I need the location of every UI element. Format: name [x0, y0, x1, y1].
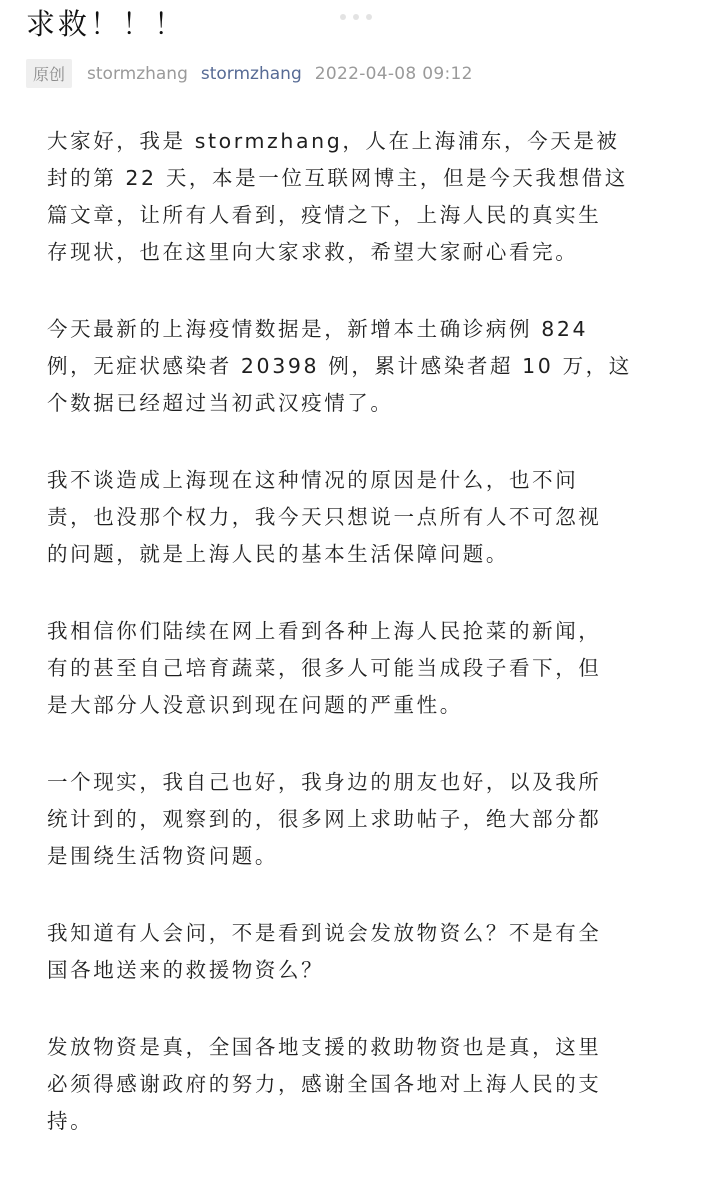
page-indicator	[340, 14, 372, 20]
article-body	[47, 123, 687, 1180]
text-line: 篇文章，让所有人看到，疫情之下，上海人民的真实生	[47, 203, 602, 227]
page-indicator-dot	[353, 14, 359, 20]
text-line: 是大部分人没意识到现在问题的严重性。	[47, 693, 463, 717]
text-line: 责，也没那个权力，我今天只想说一点所有人不可忽视	[47, 505, 602, 529]
paragraph	[47, 764, 687, 875]
text-line: 的问题，就是上海人民的基本生活保障问题。	[47, 542, 509, 566]
original-badge: 原创	[26, 59, 72, 88]
text-line: 存现状，也在这里向大家求救，希望大家耐心看完。	[47, 240, 579, 264]
paragraph	[47, 123, 687, 271]
text-line: 有的甚至自己培育蔬菜，很多人可能当成段子看下，但	[47, 656, 602, 680]
account-name-link[interactable]: stormzhang	[200, 63, 302, 84]
paragraph	[47, 613, 687, 724]
text-line: 必须得感谢政府的努力，感谢全国各地对上海人民的支	[47, 1072, 602, 1096]
paragraph	[47, 462, 687, 573]
author-name: stormzhang	[87, 63, 188, 84]
text-line: 我不谈造成上海现在这种情况的原因是什么，也不问	[47, 468, 579, 492]
text-line: 我知道有人会问，不是看到说会发放物资么？不是有全	[47, 921, 602, 945]
paragraph	[47, 1029, 687, 1140]
text-line: 封的第 22 天，本是一位互联网博主，但是今天我想借这	[47, 166, 628, 190]
page-indicator-dot	[340, 14, 346, 20]
publish-time: 2022-04-08 09:12	[314, 63, 473, 84]
text-line: 统计到的，观察到的，很多网上求助帖子，绝大部分都	[47, 807, 602, 831]
article-meta	[26, 58, 473, 89]
text-line: 今天最新的上海疫情数据是，新增本土确诊病例 824	[47, 317, 589, 341]
paragraph	[47, 915, 687, 989]
article-title: 求救！！！	[26, 7, 187, 41]
text-line: 个数据已经超过当初武汉疫情了。	[47, 391, 394, 415]
text-line: 持。	[47, 1109, 94, 1133]
text-line: 例，无症状感染者 20398 例，累计感染者超 10 万，这	[47, 354, 632, 378]
paragraph	[47, 311, 687, 422]
text-line: 我相信你们陆续在网上看到各种上海人民抢菜的新闻，	[47, 619, 602, 643]
text-line: 发放物资是真，全国各地支援的救助物资也是真，这里	[47, 1035, 602, 1059]
text-line: 国各地送来的救援物资么？	[47, 958, 325, 982]
text-line: 一个现实，我自己也好，我身边的朋友也好，以及我所	[47, 770, 602, 794]
page-indicator-dot	[366, 14, 372, 20]
text-line: 是围绕生活物资问题。	[47, 844, 278, 868]
text-line: 大家好，我是 stormzhang，人在上海浦东，今天是被	[47, 129, 620, 153]
